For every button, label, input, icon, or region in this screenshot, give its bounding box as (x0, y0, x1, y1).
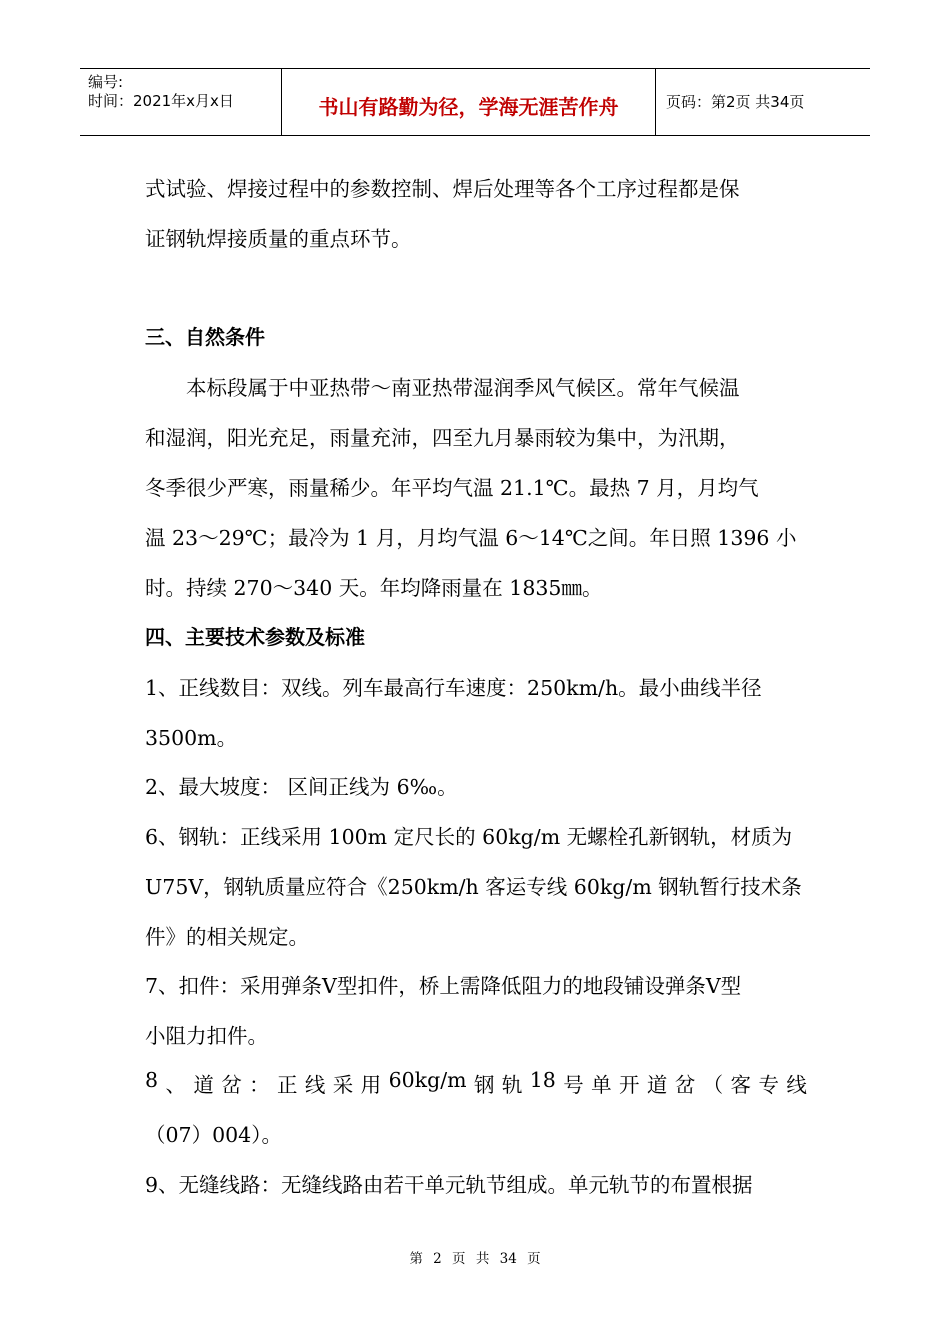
header-motto-cell (282, 69, 656, 135)
justified-word: 道 (646, 1073, 668, 1097)
justified-word: ： (249, 1073, 270, 1097)
header-table (80, 68, 870, 136)
paragraph-line: 式试验、焊接过程中的参数控制、焊后处理等各个工序过程都是保 (145, 177, 740, 201)
justified-word: 号 (563, 1073, 584, 1097)
justified-word: 道 (193, 1073, 214, 1097)
justified-word: 采 (332, 1073, 354, 1097)
justified-word: （ (702, 1073, 724, 1097)
justified-word: 正 (277, 1073, 298, 1097)
justified-word: 钢 (473, 1073, 495, 1097)
justified-word: 专 (758, 1073, 779, 1097)
justified-word: 客 (730, 1073, 752, 1097)
paragraph-line: 温 23～29℃；最冷为 1 月，月均气温 6～14℃之间。年日照 1396 小 (145, 526, 797, 550)
justified-word: 用 (360, 1073, 382, 1097)
list-item-line: 9、无缝线路：无缝线路由若干单元轨节组成。单元轨节的布置根据 (145, 1173, 753, 1197)
justified-word: 线 (304, 1073, 326, 1097)
justified-word: 18 (529, 1068, 556, 1092)
section-heading-natural-conditions: 三、自然条件 (145, 325, 265, 349)
list-item-line: 3500m。 (145, 726, 238, 750)
document-time-label: 时间：2021年x月x日 (88, 92, 234, 110)
paragraph-line: 时。持续 270～340 天。年均降雨量在 1835㎜。 (145, 576, 603, 600)
document-number-label: 编号: (88, 73, 124, 91)
header-page-number: 页码：第2页 共34页 (666, 93, 805, 111)
list-item-line: 2、最大坡度： 区间正线为 6‰。 (145, 775, 458, 799)
list-item-line: 小阻力扣件。 (145, 1024, 268, 1048)
header-motto: 书山有路勤为径，学海无涯苦作舟 (318, 95, 619, 119)
header-page-cell (656, 69, 870, 135)
justified-word: 线 (786, 1073, 807, 1097)
justified-word: 8 (145, 1068, 159, 1092)
justified-word: 岔 (674, 1073, 696, 1097)
list-item-line: U75V，钢轨质量应符合《250km/h 客运专线 60kg/m 钢轨暂行技术条 (145, 875, 802, 899)
justified-word: 单 (591, 1073, 612, 1097)
page-footer: 第 2 页 共 34 页 (409, 1251, 541, 1267)
justified-word: 开 (618, 1073, 640, 1097)
paragraph-line: 本标段属于中亚热带～南亚热带湿润季风气候区。常年气候温 (186, 376, 740, 400)
list-item-line: 7、扣件：采用弹条Ⅴ型扣件，桥上需降低阻力的地段铺设弹条Ⅴ型 (145, 974, 742, 998)
list-item-line: 件》的相关规定。 (145, 925, 309, 949)
paragraph-line: 和湿润，阳光充足，雨量充沛，四至九月暴雨较为集中，为汛期， (145, 426, 740, 450)
list-item-line: 6、钢轨：正线采用 100m 定尺长的 60kg/m 无螺栓孔新钢轨，材质为 (145, 825, 793, 849)
list-item-line: 1、正线数目：双线。列车最高行车速度：250km/h。最小曲线半径 (145, 676, 762, 700)
list-item-line-justified (145, 1068, 807, 1098)
justified-word: 岔 (221, 1073, 242, 1097)
justified-word: 60kg/m (388, 1068, 467, 1092)
justified-word: 轨 (501, 1073, 523, 1097)
section-heading-technical-parameters: 四、主要技术参数及标准 (145, 625, 365, 649)
justified-word: 、 (165, 1073, 186, 1097)
header-info-cell (80, 69, 282, 135)
paragraph-line: 冬季很少严寒，雨量稀少。年平均气温 21.1℃。最热 7 月，月均气 (145, 476, 759, 500)
paragraph-line: 证钢轨焊接质量的重点环节。 (145, 227, 412, 251)
list-item-line: （07）004）。 (145, 1123, 282, 1147)
